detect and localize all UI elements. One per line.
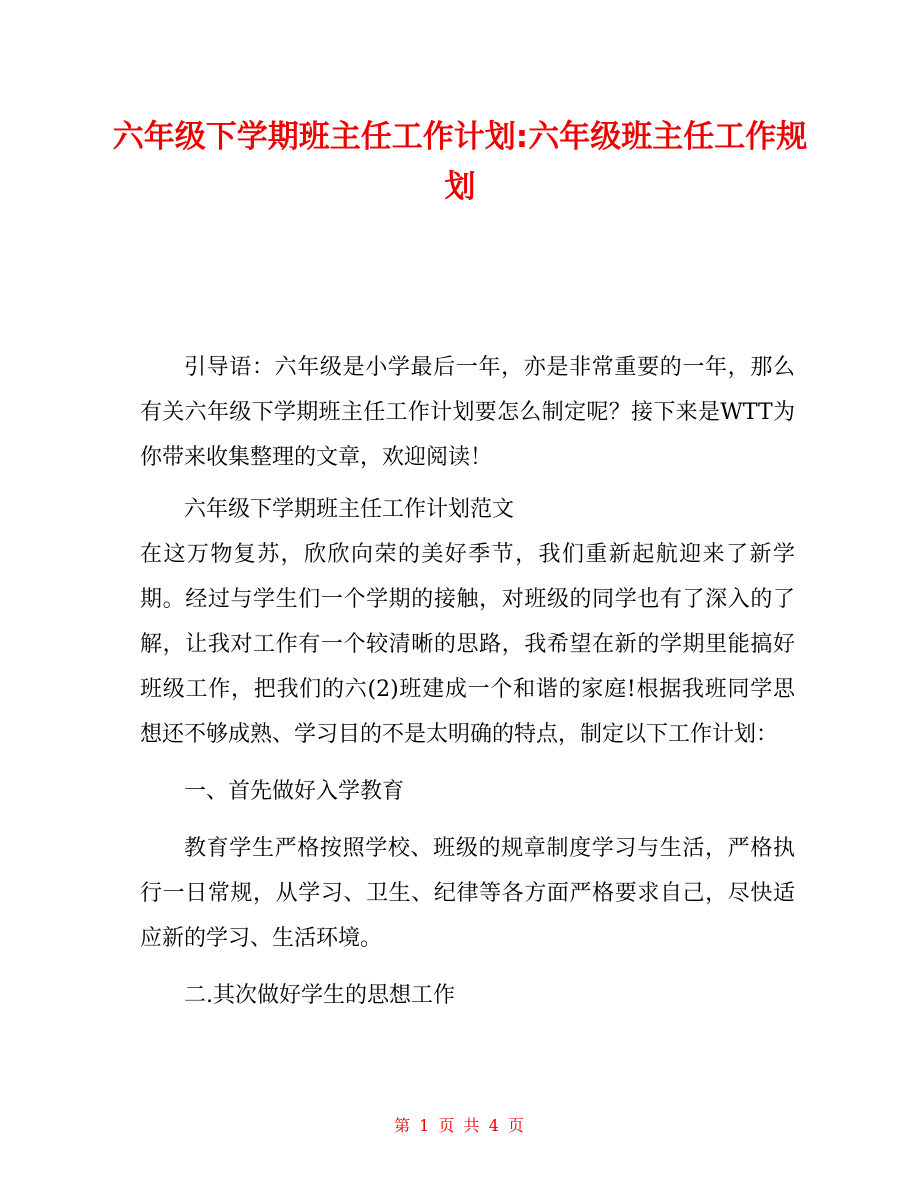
- page-number-label: 第 1 页 共 4 页: [394, 1116, 526, 1135]
- intro-paragraph: 引导语：六年级是小学最后一年，亦是非常重要的一年，那么有关六年级下学期班主任工作计划要怎么制定呢？接下来是WTT为你带来收集整理的文章，欢迎阅读！: [140, 355, 795, 470]
- section-heading: 六年级下学期班主任工作计划范文: [184, 497, 515, 522]
- item-paragraph-1: 教育学生严格按照学校、班级的规章制度学习与生活，严格执行一日常规，从学习、卫生、纪律等各方面严格要求自己，尽快适应新的学习、生活环境。: [140, 836, 795, 951]
- item-heading-2: 二.其次做好学生的思想工作: [184, 983, 455, 1008]
- body-paragraph: 在这万物复苏，欣欣向荣的美好季节，我们重新起航迎来了新学期。经过与学生们一个学期的接触，对班级的同学也有了深入的了解，让我对工作有一个较清晰的思路，我希望在新的学期里能搞好班级工作，把我们的六(2)班建成一个和谐的家庭!根据我班同学思想还不够成熟、学习目的不是太明确的特点，制定以下工作计划：: [140, 542, 795, 747]
- item-heading-1: 一、首先做好入学教育: [184, 779, 405, 804]
- document-body: [140, 345, 795, 1018]
- document-title: 六年级下学期班主任工作计划:六年级班主任工作规划: [112, 119, 808, 205]
- page-number-footer: [0, 1113, 920, 1136]
